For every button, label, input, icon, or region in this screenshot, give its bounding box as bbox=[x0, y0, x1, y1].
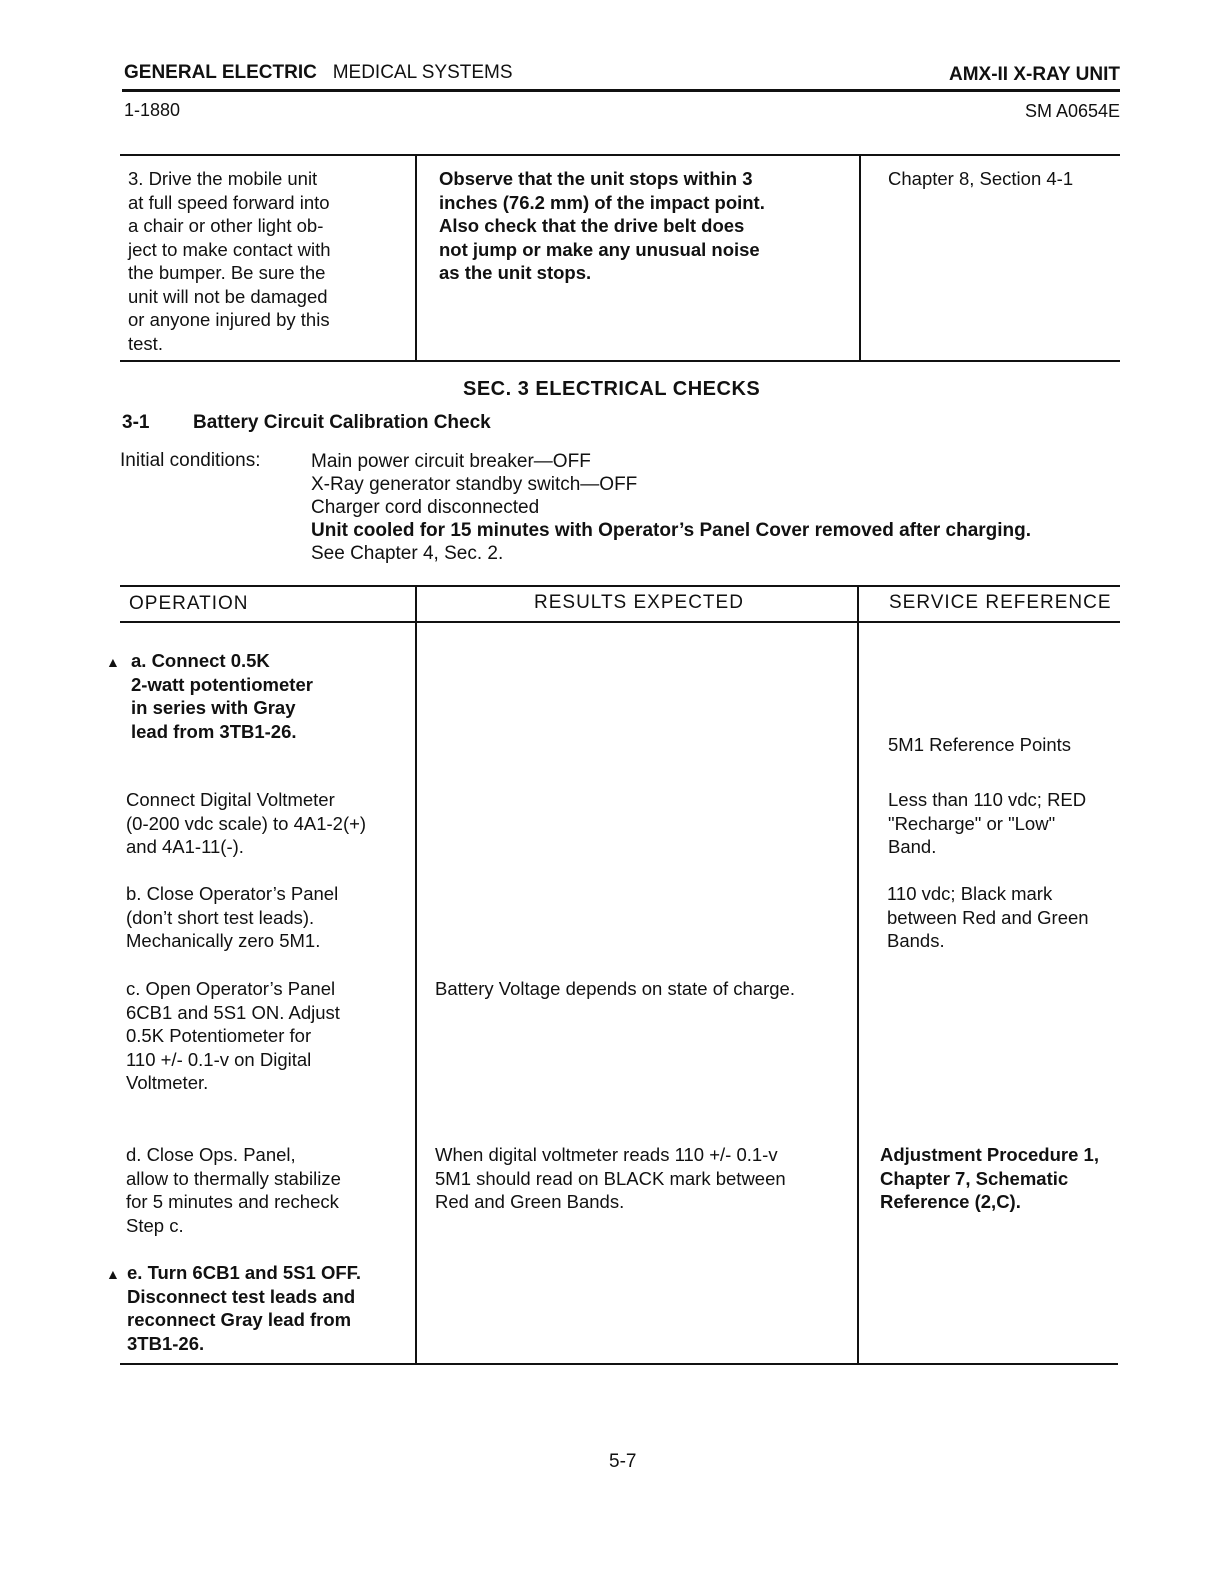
reference-a2 bbox=[888, 788, 1086, 859]
step-a-voltmeter bbox=[126, 788, 366, 859]
text-line: 110 vdc; Black mark bbox=[887, 883, 1053, 904]
text-line: e. Turn 6CB1 and 5S1 OFF. bbox=[127, 1262, 362, 1283]
step-c bbox=[126, 977, 340, 1095]
subsection-number: 3-1 bbox=[122, 412, 150, 433]
top-reference-cell: Chapter 8, Section 4-1 bbox=[888, 168, 1074, 189]
company-name: GENERAL ELECTRIC bbox=[124, 62, 317, 83]
text-line: ject to make contact with bbox=[128, 238, 331, 260]
text-line: lead from 3TB1-26. bbox=[131, 720, 297, 742]
reference-d bbox=[880, 1143, 1099, 1214]
top-table-divider-1 bbox=[415, 155, 417, 361]
doc-number: 1-1880 bbox=[124, 100, 181, 120]
text-line: Band. bbox=[888, 836, 937, 857]
text-line: Step c. bbox=[126, 1214, 184, 1236]
condition-item: Unit cooled for 15 minutes with Operator’s Panel Cover removed after charging. bbox=[311, 520, 1032, 541]
text-line: d. Close Ops. Panel, bbox=[126, 1144, 296, 1165]
text-line: Also check that the drive belt does bbox=[439, 215, 745, 236]
column-header-reference: SERVICE REFERENCE bbox=[889, 592, 1112, 613]
text-line: b. Close Operator’s Panel bbox=[126, 883, 339, 904]
text-line: reconnect Gray lead from bbox=[127, 1309, 352, 1330]
text-line: Bands. bbox=[887, 930, 945, 951]
text-line: in series with Gray bbox=[131, 697, 296, 718]
main-table-rule-bottom bbox=[120, 1363, 1118, 1365]
division-name: MEDICAL SYSTEMS bbox=[332, 62, 513, 83]
text-line: or anyone injured by this bbox=[128, 309, 330, 330]
condition-item: Charger cord disconnected bbox=[311, 497, 540, 518]
top-operation-cell bbox=[128, 167, 331, 355]
step-d bbox=[126, 1143, 341, 1237]
text-line: Red and Green Bands. bbox=[435, 1191, 625, 1212]
page-header-left bbox=[124, 62, 513, 84]
top-table-divider-2 bbox=[859, 155, 861, 361]
conditions-list bbox=[311, 450, 1031, 565]
text-line: 110 +/- 0.1-v on Digital bbox=[126, 1048, 312, 1070]
step-a bbox=[131, 649, 313, 743]
condition-item: Main power circuit breaker—OFF bbox=[311, 451, 591, 472]
text-line: Mechanically zero 5M1. bbox=[126, 930, 321, 951]
text-line: 5M1 should read on BLACK mark between bbox=[435, 1167, 786, 1189]
header-rule bbox=[122, 89, 1120, 92]
reference-b bbox=[887, 882, 1089, 953]
text-line: at full speed forward into bbox=[128, 191, 330, 213]
main-table-divider-2 bbox=[857, 586, 859, 1364]
text-line: allow to thermally stabilize bbox=[126, 1167, 341, 1189]
main-table-rule-top bbox=[120, 585, 1120, 587]
condition-item: See Chapter 4, Sec. 2. bbox=[311, 543, 504, 564]
main-table-header-rule bbox=[120, 621, 1120, 623]
text-line: Less than 110 vdc; RED bbox=[888, 789, 1087, 810]
top-result-cell bbox=[439, 167, 765, 285]
top-table-rule-bottom bbox=[120, 360, 1120, 362]
warning-triangle-icon: ▲ bbox=[106, 1266, 120, 1282]
step-e bbox=[127, 1261, 361, 1355]
text-line: 0.5K Potentiometer for bbox=[126, 1025, 312, 1046]
text-line: (don’t short test leads). bbox=[126, 906, 315, 928]
result-d bbox=[435, 1143, 786, 1214]
text-line: Chapter 7, Schematic bbox=[880, 1167, 1069, 1189]
text-line: (0-200 vdc scale) to 4A1-2(+) bbox=[126, 812, 367, 834]
result-c: Battery Voltage depends on state of charge. bbox=[435, 978, 795, 999]
text-line: Voltmeter. bbox=[126, 1072, 209, 1093]
top-table-rule-top bbox=[120, 154, 1120, 156]
main-table-divider-1 bbox=[415, 586, 417, 1364]
warning-triangle-icon: ▲ bbox=[106, 654, 120, 670]
text-line: a. Connect 0.5K bbox=[131, 650, 270, 671]
text-line: 3. Drive the mobile unit bbox=[128, 168, 318, 189]
text-line: inches (76.2 mm) of the impact point. bbox=[439, 191, 765, 213]
text-line: "Recharge" or "Low" bbox=[888, 812, 1056, 834]
page-number: 5-7 bbox=[609, 1451, 637, 1472]
column-header-operation: OPERATION bbox=[129, 593, 249, 614]
text-line: for 5 minutes and recheck bbox=[126, 1191, 339, 1212]
text-line: as the unit stops. bbox=[439, 262, 592, 283]
text-line: and 4A1-11(-). bbox=[126, 836, 244, 857]
text-line: Observe that the unit stops within 3 bbox=[439, 168, 753, 189]
text-line: c. Open Operator’s Panel bbox=[126, 978, 336, 999]
text-line: test. bbox=[128, 332, 163, 354]
text-line: When digital voltmeter reads 110 +/- 0.1-v bbox=[435, 1144, 778, 1165]
text-line: unit will not be damaged bbox=[128, 285, 328, 307]
text-line: Connect Digital Voltmeter bbox=[126, 789, 335, 810]
subsection-title: Battery Circuit Calibration Check bbox=[193, 412, 491, 433]
manual-id: SM A0654E bbox=[1024, 101, 1120, 121]
condition-item: X-Ray generator standby switch—OFF bbox=[311, 474, 638, 495]
text-line: 6CB1 and 5S1 ON. Adjust bbox=[126, 1001, 340, 1023]
text-line: between Red and Green bbox=[887, 906, 1089, 928]
text-line: Disconnect test leads and bbox=[127, 1285, 356, 1307]
text-line: Adjustment Procedure 1, bbox=[880, 1144, 1099, 1165]
column-header-results: RESULTS EXPECTED bbox=[534, 592, 744, 613]
product-name: AMX-II X-RAY UNIT bbox=[948, 64, 1120, 85]
text-line: not jump or make any unusual noise bbox=[439, 238, 760, 260]
section-title: SEC. 3 ELECTRICAL CHECKS bbox=[463, 378, 761, 400]
text-line: 3TB1-26. bbox=[127, 1332, 205, 1354]
conditions-label: Initial conditions: bbox=[120, 450, 261, 471]
text-line: Reference (2,C). bbox=[880, 1191, 1021, 1212]
text-line: a chair or other light ob- bbox=[128, 215, 324, 236]
step-b bbox=[126, 882, 338, 953]
reference-a: 5M1 Reference Points bbox=[888, 734, 1072, 755]
text-line: 2-watt potentiometer bbox=[131, 673, 313, 695]
text-line: the bumper. Be sure the bbox=[128, 262, 326, 283]
